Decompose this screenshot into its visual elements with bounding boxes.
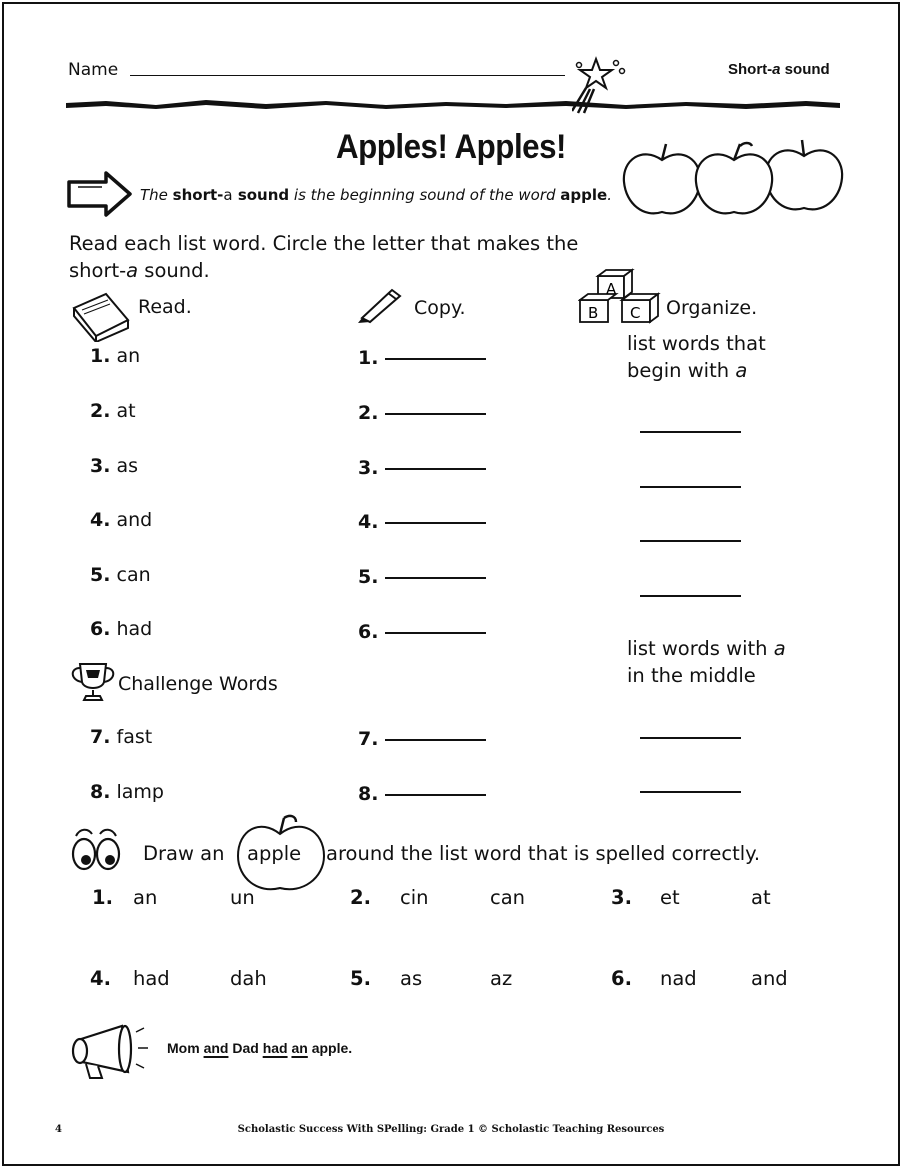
choice-row: 2. [350,886,371,909]
pencil-icon [356,284,404,324]
page-number: 4 [55,1124,62,1135]
footer-credit: Scholastic Success With SPelling: Grade 1 © Scholastic Teaching Resources [237,1124,665,1135]
challenge-heading: Challenge Words [118,673,278,695]
page-title: Apples! Apples! [335,128,567,166]
block-letter-a: A [606,280,617,298]
list-item: 8. lamp [90,781,164,803]
choice-option[interactable]: nad [660,967,697,990]
copy-row[interactable]: 1. [358,347,486,369]
copy-row[interactable]: 4. [358,511,486,533]
choice-row: 6. [611,967,632,990]
choice-row: 5. [350,967,371,990]
copy-row[interactable]: 3. [358,457,486,479]
list-item: 1. an [90,345,141,367]
organize-blank[interactable] [640,791,741,793]
choice-option[interactable]: as [400,967,423,990]
list-item: 5. can [90,564,151,586]
organize-blank[interactable] [640,486,741,488]
draw-instruction-pre: Draw an [143,842,225,865]
list-item: 3. as [90,455,139,477]
choice-option[interactable]: et [660,886,680,909]
choice-row: 1. [92,886,113,909]
trophy-icon [68,660,118,704]
block-letter-c: C [630,304,641,322]
megaphone-icon [68,1022,154,1082]
choice-option[interactable]: dah [230,967,267,990]
book-icon [70,290,132,342]
example-sentence: Mom and Dad had an apple. [167,1040,353,1056]
choice-option[interactable]: cin [400,886,429,909]
draw-instruction-apple-word: apple [247,842,302,865]
name-label: Name [68,60,119,80]
abc-blocks-icon [578,268,664,326]
list-item: 6. had [90,618,153,640]
choice-option[interactable]: az [490,967,513,990]
arrow-icon [66,170,134,218]
copy-row[interactable]: 6. [358,621,486,643]
choice-option[interactable]: at [751,886,771,909]
copy-row[interactable]: 2. [358,402,486,424]
organize-blank[interactable] [640,595,741,597]
read-heading: Read. [138,296,192,318]
choice-option[interactable]: un [230,886,255,909]
rule-text: The short-a sound is the beginning sound of the word apple. [140,186,612,204]
eyes-icon [70,826,124,874]
copy-row[interactable]: 8. [358,783,486,805]
choice-row: 4. [90,967,111,990]
name-line[interactable] [130,75,565,76]
torn-header-rule [66,93,840,113]
copy-heading: Copy. [414,297,466,319]
topic-label: Short-a sound [728,61,830,78]
organize-group-middle: list words with a in the middle [627,637,786,687]
organize-group-begin: list words that begin with a [627,332,766,382]
choice-option[interactable]: an [133,886,158,909]
choice-option[interactable]: can [490,886,526,909]
instructions: Read each list word. Circle the letter that makes the short-a sound. [69,232,579,282]
organize-blank[interactable] [640,540,741,542]
organize-blank[interactable] [640,737,741,739]
organize-heading: Organize. [666,297,758,319]
organize-blank[interactable] [640,431,741,433]
draw-instruction-post: around the list word that is spelled correctly. [326,842,761,865]
list-item: 7. fast [90,726,153,748]
choice-row: 3. [611,886,632,909]
choice-option[interactable]: and [751,967,788,990]
copy-row[interactable]: 7. [358,728,486,750]
copy-row[interactable]: 5. [358,566,486,588]
list-item: 4. and [90,509,153,531]
list-item: 2. at [90,400,136,422]
three-apples-icon [620,138,848,222]
choice-option[interactable]: had [133,967,170,990]
block-letter-b: B [588,304,599,322]
